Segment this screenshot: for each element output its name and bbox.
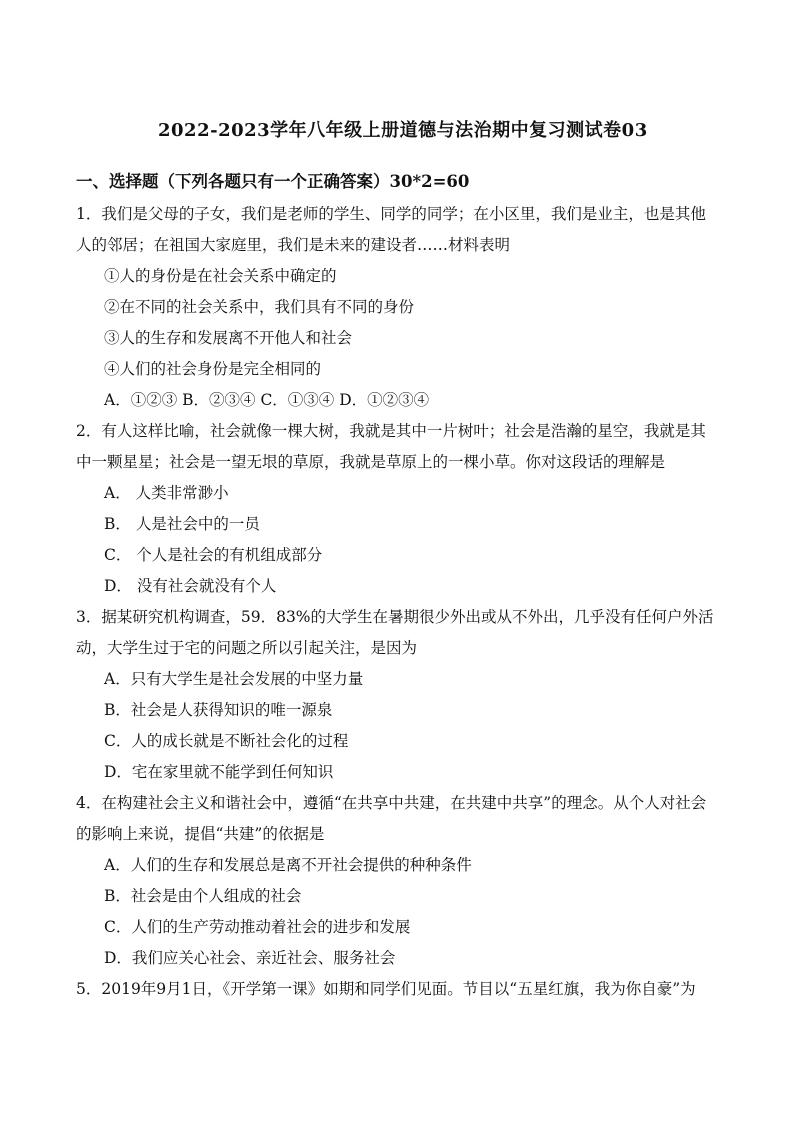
question-1-statement-4: ④人们的社会身份是完全相同的 (104, 360, 322, 378)
question-2-option-c: C． 个人是社会的有机组成部分 (104, 546, 323, 564)
document-title: 2022-2023学年八年级上册道德与法治期中复习测试卷03 (158, 120, 648, 141)
question-1-choices: A．①②③ B．②③④ C．①③④ D．①②③④ (104, 391, 430, 409)
question-2-option-d: D． 没有社会就没有个人 (104, 577, 277, 595)
question-4-option-c: C．人们的生产劳动推动着社会的进步和发展 (104, 918, 411, 936)
question-1-statement-3: ③人的生存和发展离不开他人和社会 (104, 329, 353, 347)
question-1-statement-1: ①人的身份是在社会关系中确定的 (104, 267, 337, 285)
section-heading: 一、选择题（下列各题只有一个正确答案）30*2=60 (76, 172, 470, 191)
question-4-option-d: D．我们应关心社会、亲近社会、服务社会 (104, 949, 396, 967)
question-1-line-2: 人的邻居；在祖国大家庭里，我们是未来的建设者……材料表明 (76, 236, 511, 254)
question-3-line-2: 动，大学生过于宅的问题之所以引起关注，是因为 (76, 639, 418, 657)
question-1-statement-2: ②在不同的社会关系中，我们具有不同的身份 (104, 298, 415, 316)
question-4-line-1: 4．在构建社会主义和谐社会中，遵循“在共享中共建，在共建中共享”的理念。从个人对社会 (76, 794, 707, 812)
question-2-option-a: A． 人类非常渺小 (104, 484, 229, 502)
question-3-option-c: C．人的成长就是不断社会化的过程 (104, 732, 349, 750)
question-1-line-1: 1．我们是父母的子女，我们是老师的学生、同学的同学；在小区里，我们是业主，也是其他 (76, 205, 706, 223)
question-3-option-d: D．宅在家里就不能学到任何知识 (104, 763, 334, 781)
question-2-line-1: 2．有人这样比喻，社会就像一棵大树，我就是其中一片树叶；社会是浩瀚的星空，我就是其 (76, 422, 706, 440)
question-4-option-b: B．社会是由个人组成的社会 (104, 887, 302, 905)
question-4-option-a: A．人们的生存和发展总是离不开社会提供的种种条件 (104, 856, 472, 874)
question-5-line-1: 5．2019年9月1日，《开学第一课》如期和同学们见面。节目以“五星红旗，我为你自豪”为 (76, 980, 696, 998)
question-3-option-a: A．只有大学生是社会发展的中坚力量 (104, 670, 364, 688)
question-2-option-b: B． 人是社会中的一员 (104, 515, 260, 533)
question-4-line-2: 的影响上来说，提倡“共建”的依据是 (76, 825, 325, 843)
question-2-line-2: 中一颗星星；社会是一望无垠的草原，我就是草原上的一棵小草。你对这段话的理解是 (76, 453, 666, 471)
question-3-option-b: B．社会是人获得知识的唯一源泉 (104, 701, 333, 719)
question-3-line-1: 3．据某研究机构调查，59．83%的大学生在暑期很少外出或从不外出，几乎没有任何户外活 (76, 608, 714, 626)
